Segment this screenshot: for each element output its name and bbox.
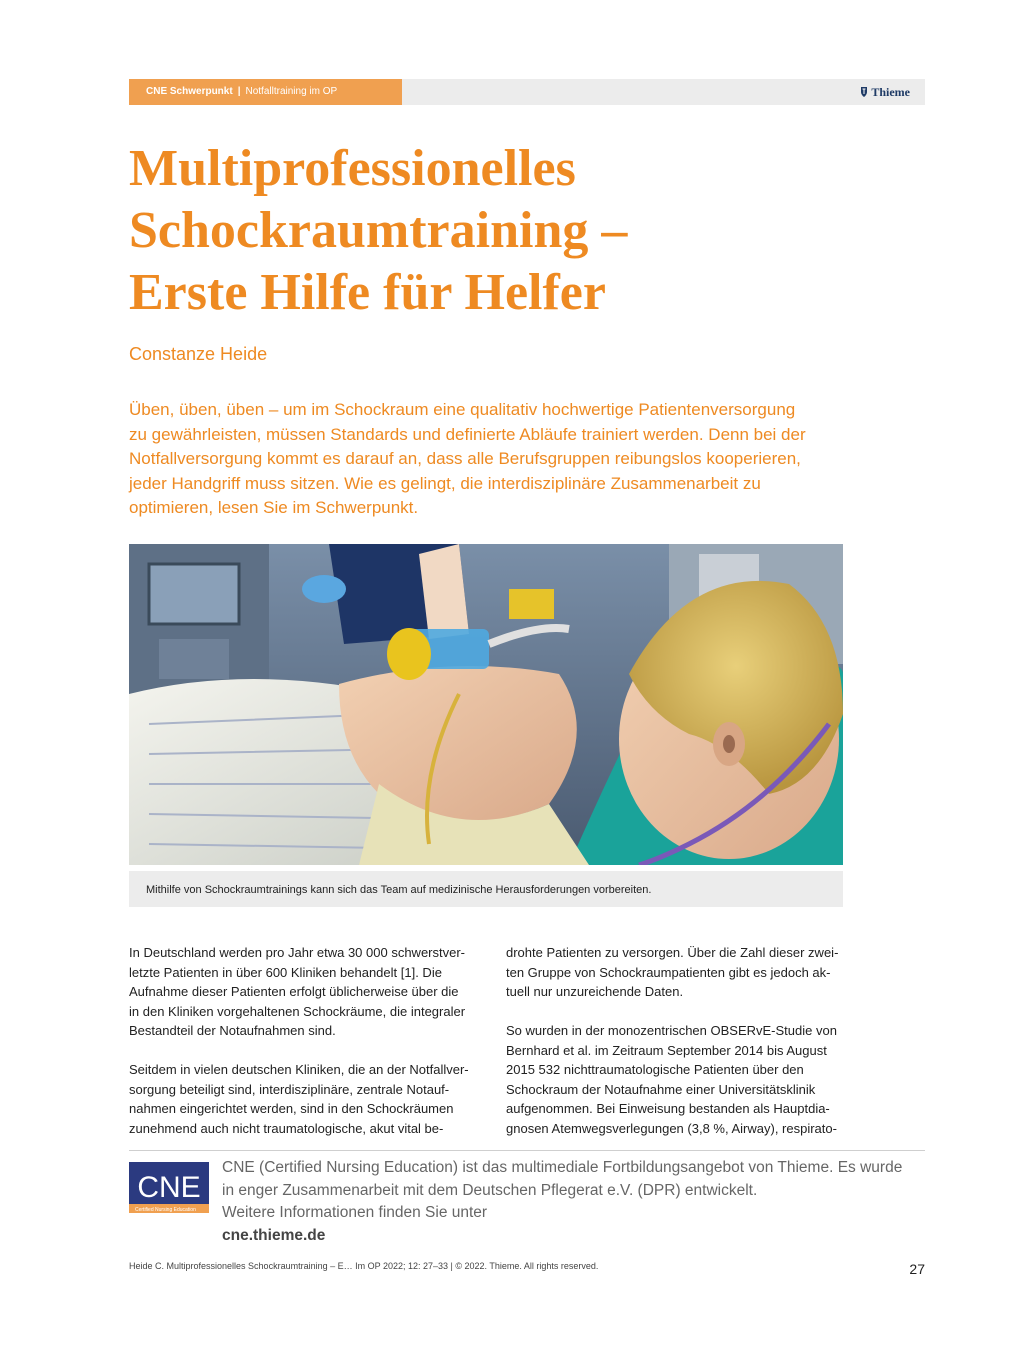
- topic-label: Notfalltraining im OP: [245, 86, 338, 97]
- brand-name: Thieme: [871, 85, 910, 99]
- article-title: [129, 138, 849, 324]
- article-lead: [129, 398, 849, 521]
- body-line: Schockraum der Notaufnahme einer Universitätsklinik: [506, 1081, 816, 1097]
- cne-line-prefix: Weitere Informationen finden Sie unter: [222, 1204, 488, 1221]
- lead-line: Notfallversorgung kommt es darauf an, dass alle Berufsgruppen reibungslos kooperieren,: [129, 449, 801, 468]
- body-line: Aufnahme dieser Patienten erfolgt üblicherweise über die: [129, 984, 459, 999]
- cne-logo-text: CNE: [137, 1171, 201, 1204]
- body-line: gnosen Atemwegsverlegungen (3,8 %, Airway), respirato-: [506, 1120, 837, 1136]
- cne-line: in enger Zusammenarbeit mit dem Deutschen Pflegerat e.V. (DPR) entwickelt.: [222, 1181, 758, 1199]
- header-separator: |: [237, 86, 241, 97]
- cne-link[interactable]: cne.thieme.de: [222, 1226, 326, 1244]
- title-line: Multiprofessionelles: [129, 140, 576, 197]
- body-line: So wurden in der monozentrischen OBSERvE-Studie von: [506, 1023, 837, 1038]
- title-line: Erste Hilfe für Helfer: [129, 264, 606, 321]
- body-line: drohte Patienten zu versorgen. Über die Zahl dieser zwei-: [506, 945, 839, 960]
- body-line: zunehmend auch nicht traumatologische, akut vital be-: [129, 1120, 444, 1136]
- body-line: Bestandteil der Notaufnahmen sind.: [129, 1023, 336, 1038]
- lead-line: jeder Handgriff muss sitzen. Wie es gelingt, die interdisziplinäre Zusammenarbeit zu: [129, 473, 761, 493]
- article-author: Constanze Heide: [129, 344, 268, 364]
- body-line: nahmen eingerichtet werden, sind in den Schockräumen: [129, 1101, 454, 1116]
- cne-line: [222, 1202, 922, 1247]
- cne-logo-subtext: Certified Nursing Education: [135, 1207, 196, 1213]
- body-line: 2015 532 nichttraumatologische Patienten über den: [506, 1062, 804, 1077]
- paragraph-gap: [506, 1002, 846, 1022]
- title-line: Schockraumtraining –: [129, 202, 628, 259]
- thieme-logo-icon: [860, 86, 868, 98]
- section-header-bar: [129, 79, 925, 105]
- body-line: Bernhard et al. im Zeitraum September 2014 bis August: [506, 1042, 827, 1058]
- body-column-left: [129, 943, 469, 1138]
- body-line: tuell nur unzureichende Daten.: [506, 984, 684, 999]
- body-line: aufgenommen. Bei Einweisung bestanden als Hauptdia-: [506, 1101, 830, 1116]
- page-number: 27: [909, 1261, 925, 1277]
- lead-line: Üben, üben, üben – um im Schockraum eine qualitativ hochwertige Patientenversorgung: [129, 400, 796, 419]
- cne-divider: [129, 1150, 925, 1151]
- cne-info-text: [222, 1157, 922, 1247]
- manikin-illustration: [129, 544, 843, 865]
- body-line: Seitdem in vielen deutschen Kliniken, die an der Notfallver-: [129, 1062, 469, 1077]
- lead-line: optimieren, lesen Sie im Schwerpunkt.: [129, 498, 419, 517]
- body-column-right: [506, 943, 846, 1138]
- training-photo: [129, 544, 843, 865]
- body-line: ten Gruppe von Schockraumpatienten gibt es jedoch ak-: [506, 964, 831, 980]
- lead-line: zu gewährleisten, müssen Standards und definierte Abläufe trainiert werden. Denn bei der: [129, 424, 806, 444]
- cne-logo-icon: [129, 1162, 209, 1213]
- paragraph-gap: [129, 1041, 469, 1061]
- photo-caption: Mithilfe von Schockraumtrainings kann sich das Team auf medizinische Herausforderungen vorbereiten.: [129, 871, 843, 907]
- publisher-brand: [860, 79, 910, 105]
- cne-line: CNE (Certified Nursing Education) ist das multimediale Fortbildungsangebot von Thieme. Es wurde: [222, 1159, 903, 1176]
- body-line: in den Kliniken vorgehaltenen Schockräume, die integraler: [129, 1003, 466, 1019]
- body-line: letzte Patienten in über 600 Kliniken behandelt [1]. Die: [129, 964, 442, 980]
- body-line: In Deutschland werden pro Jahr etwa 30 000 schwerstver-: [129, 945, 466, 960]
- section-label: CNE Schwerpunkt: [146, 86, 233, 97]
- body-line: sorgung beteiligt sind, interdisziplinäre, zentrale Notauf-: [129, 1081, 450, 1097]
- citation-footer: Heide C. Multiprofessionelles Schockraumtraining – E… Im OP 2022; 12: 27–33 | © 2022. Thieme. All rights reserved.: [129, 1261, 599, 1271]
- section-tag: [129, 79, 402, 105]
